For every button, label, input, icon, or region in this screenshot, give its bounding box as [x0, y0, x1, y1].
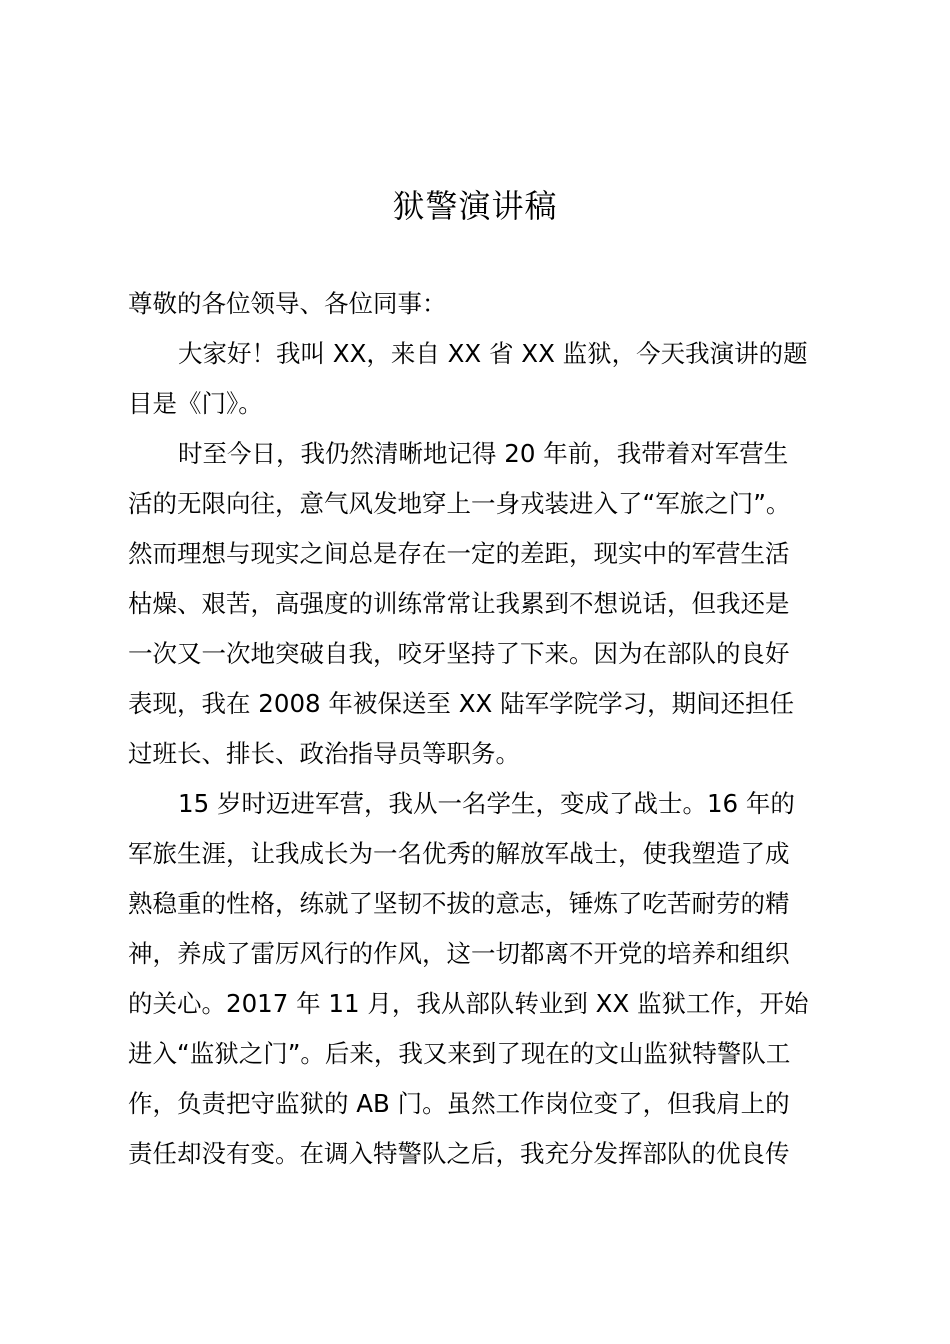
text-line: 的关心。2017 年 11 月，我从部队转业到 XX 监狱工作，开始 [128, 989, 809, 1018]
text-line: 进入“监狱之门”。后来，我又来到了现在的文山监狱特警队工 [128, 1039, 791, 1068]
text-line: 15 岁时迈进军营，我从一名学生，变成了战士。16 年的 [178, 789, 795, 818]
text-line: 表现，我在 2008 年被保送至 XX 陆军学院学习，期间还担任 [128, 689, 795, 718]
document-body [128, 279, 832, 1179]
text-line: 神，养成了雷厉风行的作风，这一切都离不开党的培养和组织 [128, 939, 790, 968]
text-line: 活的无限向往，意气风发地穿上一身戎装进入了“军旅之门”。 [128, 489, 791, 518]
paragraph-1 [128, 329, 832, 429]
text-line: 熟稳重的性格，练就了坚韧不拔的意志，锤炼了吃苦耐劳的精 [128, 889, 790, 918]
text-line: 大家好！我叫 XX，来自 XX 省 XX 监狱，今天我演讲的题 [178, 339, 808, 368]
document-title: 狱警演讲稿 [392, 187, 558, 225]
paragraph-2 [128, 429, 832, 779]
text-line: 尊敬的各位领导、各位同事： [128, 289, 447, 318]
text-line: 一次又一次地突破自我，咬牙坚持了下来。因为在部队的良好 [128, 639, 790, 668]
text-line: 过班长、排长、政治指导员等职务。 [128, 739, 520, 768]
text-line: 时至今日，我仍然清晰地记得 20 年前，我带着对军营生 [178, 439, 789, 468]
paragraph-3 [128, 779, 832, 1179]
salutation [128, 279, 832, 329]
text-line: 枯燥、艰苦，高强度的训练常常让我累到不想说话，但我还是 [128, 589, 790, 618]
text-line: 然而理想与现实之间总是存在一定的差距，现实中的军营生活 [128, 539, 790, 568]
text-line: 责任却没有变。在调入特警队之后，我充分发挥部队的优良传 [128, 1139, 790, 1168]
text-line: 军旅生涯，让我成长为一名优秀的解放军战士，使我塑造了成 [128, 839, 790, 868]
text-line: 作，负责把守监狱的 AB 门。虽然工作岗位变了，但我肩上的 [128, 1089, 790, 1118]
text-line: 目是《门》。 [128, 389, 263, 418]
